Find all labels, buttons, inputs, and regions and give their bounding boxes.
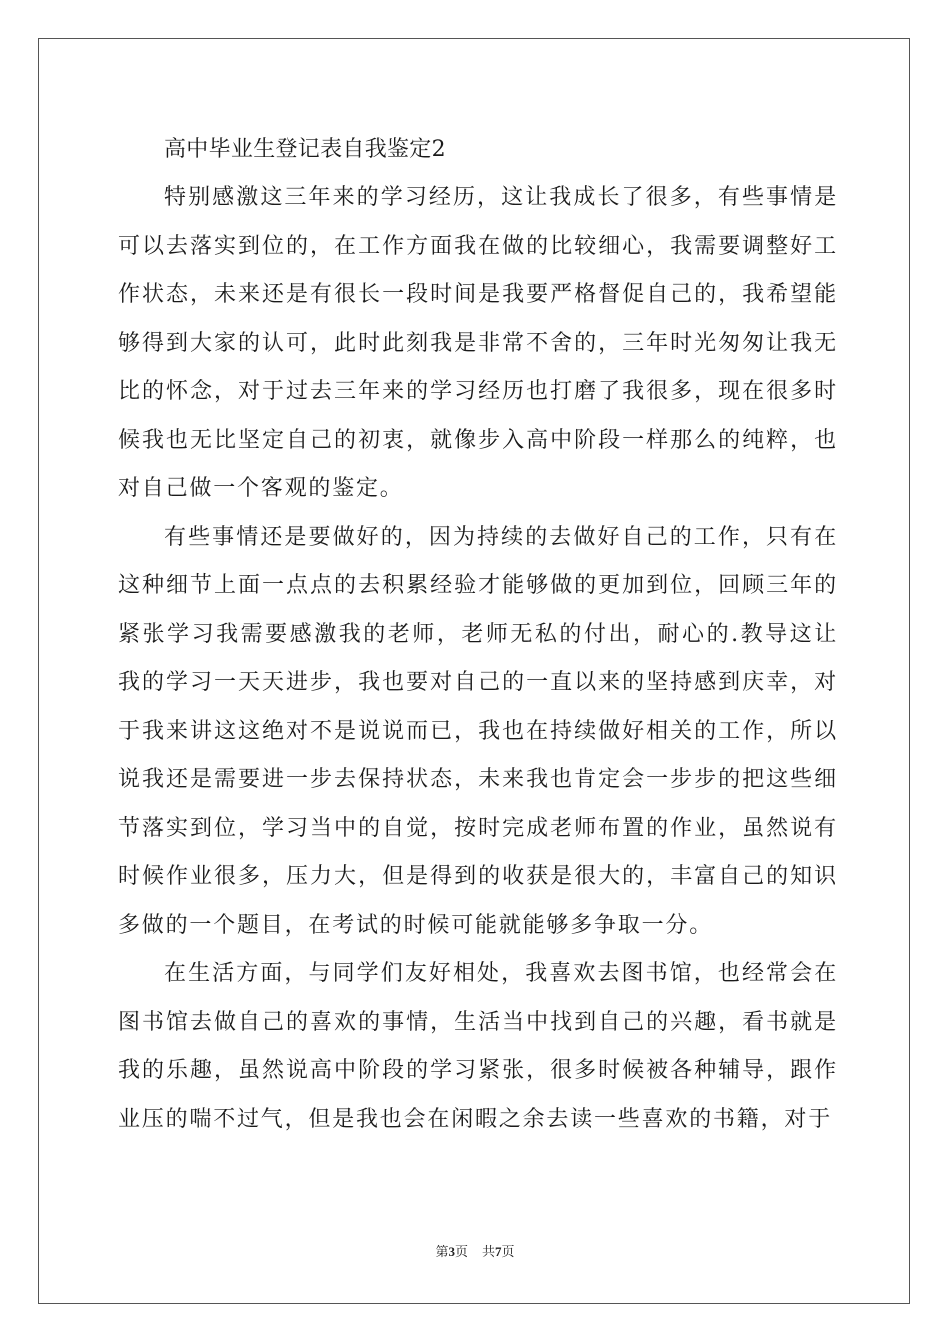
document-body xyxy=(118,126,838,1144)
paragraph-1: 特别感激这三年来的学习经历，这让我成长了很多，有些事情是可以去落实到位的，在工作方面我在做的比较细心，我需要调整好工作状态，未来还是有很长一段时间是我要严格督促自己的，我希望能够得到大家的认可，此时此刻我是非常不舍的，三年时光匆匆让我无比的怀念，对于过去三年来的学习经历也打磨了我很多，现在很多时候我也无比坚定自己的初衷，就像步入高中阶段一样那么的纯粹，也对自己做一个客观的鉴定。 xyxy=(118,185,838,501)
document-heading: 高中毕业生登记表自我鉴定2 xyxy=(164,137,446,162)
page-number: 第3页 xyxy=(435,1244,468,1260)
page-footer xyxy=(0,1243,950,1262)
page-total: 共7页 xyxy=(482,1244,515,1260)
paragraph-2: 有些事情还是要做好的，因为持续的去做好自己的工作，只有在这种细节上面一点点的去积累经验才能够做的更加到位，回顾三年的紧张学习我需要感激我的老师，老师无私的付出，耐心的.教导这让我的学习一天天进步，我也要对自己的一直以来的坚持感到庆幸，对于我来讲这这绝对不是说说而已，我也在持续做好相关的工作，所以说我还是需要进一步去保持状态，未来我也肯定会一步步的把这些细节落实到位，学习当中的自觉，按时完成老师布置的作业，虽然说有时候作业很多，压力大，但是得到的收获是很大的，丰富自己的知识多做的一个题目，在考试的时候可能就能够多争取一分。 xyxy=(118,524,838,938)
paragraph-3: 在生活方面，与同学们友好相处，我喜欢去图书馆，也经常会在图书馆去做自己的喜欢的事情，生活当中找到自己的兴趣，看书就是我的乐趣，虽然说高中阶段的学习紧张，很多时候被各种辅导，跟作业压的喘不过气，但是我也会在闲暇之余去读一些喜欢的书籍，对于 xyxy=(118,961,838,1132)
